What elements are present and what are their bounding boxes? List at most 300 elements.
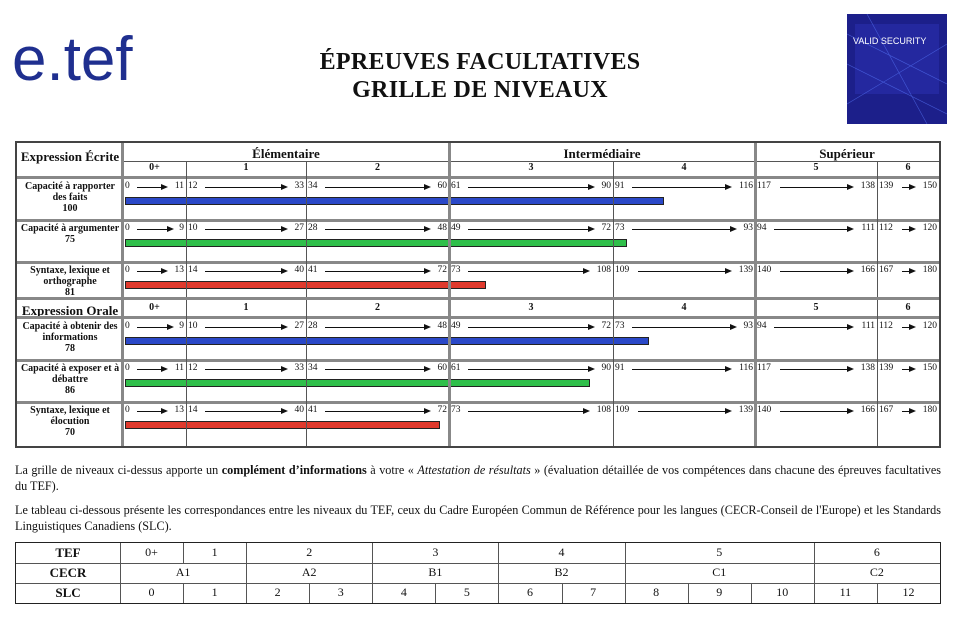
divider — [246, 583, 247, 603]
arrow-head — [281, 226, 288, 232]
arrow-head — [847, 184, 854, 190]
score-range — [755, 265, 877, 277]
range-end: 166 — [860, 405, 875, 415]
range-start: 34 — [308, 181, 318, 191]
slc-cell: 5 — [463, 585, 470, 599]
range-start: 139 — [879, 363, 894, 373]
seal-text: VALID SECURITY — [853, 36, 927, 46]
score-range — [306, 223, 449, 235]
range-arrow — [205, 369, 281, 370]
slc-cell: 12 — [902, 585, 915, 599]
arrow-head — [847, 324, 854, 330]
range-start: 139 — [879, 181, 894, 191]
criterion-name: Syntaxe, lexique et orthographe — [30, 265, 110, 287]
range-end: 11 — [174, 363, 184, 373]
range-arrow — [780, 411, 847, 412]
range-arrow — [205, 411, 281, 412]
range-start: 41 — [308, 265, 318, 275]
level-header: 6 — [905, 302, 911, 313]
score-range — [755, 363, 877, 375]
range-start: 10 — [188, 223, 198, 233]
level-header: 2 — [375, 162, 380, 173]
slc-cell: 8 — [653, 585, 660, 599]
range-start: 0 — [125, 363, 130, 373]
arrow-head — [424, 324, 431, 330]
range-start: 109 — [615, 265, 630, 275]
score-range — [755, 181, 877, 193]
score-bar — [125, 239, 627, 247]
score-range — [123, 223, 186, 235]
divider — [372, 583, 373, 603]
range-start: 140 — [757, 405, 772, 415]
range-arrow — [468, 187, 588, 188]
range-start: 34 — [308, 363, 318, 373]
range-arrow — [902, 411, 909, 412]
arrow-head — [281, 408, 288, 414]
level-header: 0+ — [149, 302, 160, 313]
range-end: 13 — [174, 265, 184, 275]
score-bar — [125, 197, 664, 205]
tef-cell: 5 — [716, 545, 723, 559]
group-header: Intermédiaire — [563, 146, 641, 161]
arrow-head — [725, 366, 732, 372]
divider — [17, 176, 939, 179]
divider — [877, 583, 878, 603]
range-end: 180 — [922, 405, 937, 415]
range-end: 90 — [601, 363, 611, 373]
range-arrow — [774, 229, 847, 230]
range-start: 49 — [451, 321, 461, 331]
score-range — [613, 181, 755, 193]
score-range — [449, 405, 613, 417]
range-end: 120 — [922, 321, 937, 331]
arrow-head — [583, 268, 590, 274]
divider — [17, 401, 939, 404]
tef-cell: 4 — [558, 545, 565, 559]
range-arrow — [468, 369, 588, 370]
range-end: 48 — [437, 321, 447, 331]
score-range — [306, 363, 449, 375]
level-header: 6 — [905, 162, 911, 173]
arrow-head — [909, 268, 916, 274]
score-range — [449, 363, 613, 375]
table-row-label: TEF — [55, 545, 81, 560]
divider — [16, 583, 940, 584]
arrow-head — [161, 366, 168, 372]
range-start: 28 — [308, 321, 318, 331]
arrow-head — [847, 408, 854, 414]
level-header: 5 — [813, 162, 819, 173]
arrow-head — [281, 366, 288, 372]
level-header: 4 — [681, 162, 687, 173]
range-arrow — [780, 187, 847, 188]
range-arrow — [780, 271, 847, 272]
slc-cell: 1 — [211, 585, 218, 599]
score-range — [123, 181, 186, 193]
score-range — [306, 265, 449, 277]
score-range — [186, 265, 306, 277]
section-title: Expression Écrite — [20, 149, 120, 164]
score-range — [186, 363, 306, 375]
arrow-head — [161, 408, 168, 414]
score-range — [877, 405, 939, 417]
range-arrow — [325, 411, 424, 412]
criterion-name: Capacité à obtenir des informations — [22, 321, 118, 343]
arrow-head — [583, 408, 590, 414]
range-end: 138 — [860, 363, 875, 373]
range-end: 138 — [860, 181, 875, 191]
title-line-1: ÉPREUVES FACULTATIVES — [319, 49, 641, 75]
range-end: 72 — [601, 223, 611, 233]
divider — [183, 583, 184, 603]
range-start: 73 — [451, 265, 461, 275]
range-end: 27 — [294, 321, 304, 331]
table-row-label: SLC — [55, 585, 81, 600]
divider — [877, 300, 878, 446]
arrow-head — [847, 366, 854, 372]
divider — [754, 143, 757, 446]
range-end: 180 — [922, 265, 937, 275]
range-end: 13 — [174, 405, 184, 415]
range-start: 91 — [615, 181, 625, 191]
range-end: 111 — [861, 321, 875, 331]
score-range — [306, 321, 449, 333]
range-start: 73 — [615, 223, 625, 233]
para-text: à votre « — [366, 463, 418, 477]
divider — [186, 300, 187, 446]
divider — [306, 162, 307, 297]
range-arrow — [468, 327, 588, 328]
cecr-cell: C2 — [869, 565, 884, 579]
range-start: 10 — [188, 321, 198, 331]
range-arrow — [137, 229, 167, 230]
divider — [751, 583, 752, 603]
range-arrow — [902, 369, 909, 370]
score-range — [123, 405, 186, 417]
arrow-head — [725, 408, 732, 414]
score-bar — [125, 337, 649, 345]
range-end: 150 — [922, 181, 937, 191]
score-range — [613, 363, 755, 375]
criterion-label — [19, 321, 121, 354]
arrow-head — [424, 184, 431, 190]
range-start: 94 — [757, 223, 767, 233]
score-range — [613, 265, 755, 277]
range-arrow — [325, 369, 424, 370]
range-start: 0 — [125, 405, 130, 415]
range-arrow — [205, 271, 281, 272]
etef-logo — [10, 22, 150, 92]
range-arrow — [468, 271, 583, 272]
range-arrow — [325, 327, 424, 328]
score-range — [877, 223, 939, 235]
divider — [448, 143, 451, 446]
score-bar — [125, 421, 440, 429]
criterion-score: 70 — [65, 427, 75, 438]
cecr-cell: B2 — [554, 565, 569, 579]
divider — [16, 563, 940, 564]
range-end: 27 — [294, 223, 304, 233]
score-range — [877, 321, 939, 333]
range-start: 61 — [451, 181, 461, 191]
level-header: 1 — [243, 162, 249, 173]
range-arrow — [902, 229, 909, 230]
arrow-head — [281, 324, 288, 330]
range-arrow — [325, 271, 424, 272]
table-row-label: CECR — [49, 565, 87, 580]
arrow-head — [909, 184, 916, 190]
divider — [435, 583, 436, 603]
range-end: 40 — [294, 405, 304, 415]
section-title: Expression Orale — [21, 303, 119, 318]
slc-cell: 10 — [776, 585, 789, 599]
criterion-name: Capacité à argumenter — [20, 223, 120, 234]
arrow-head — [909, 226, 916, 232]
range-arrow — [638, 411, 725, 412]
score-range — [877, 363, 939, 375]
range-arrow — [325, 187, 424, 188]
range-end: 9 — [179, 223, 184, 233]
range-arrow — [902, 187, 909, 188]
score-range — [306, 405, 449, 417]
range-start: 0 — [125, 321, 130, 331]
arrow-head — [847, 268, 854, 274]
range-start: 28 — [308, 223, 318, 233]
divider — [625, 583, 626, 603]
score-range — [123, 363, 186, 375]
cecr-cell: A1 — [175, 565, 191, 579]
score-range — [755, 223, 877, 235]
score-range — [877, 265, 939, 277]
range-start: 12 — [188, 363, 198, 373]
divider — [121, 143, 124, 446]
slc-cell: 11 — [839, 585, 852, 599]
level-header: 4 — [681, 302, 687, 313]
range-start: 117 — [757, 363, 771, 373]
range-end: 108 — [596, 265, 611, 275]
score-range — [306, 181, 449, 193]
para-bold: complément d’informations — [221, 463, 367, 477]
range-start: 112 — [879, 223, 893, 233]
level-header: 3 — [528, 162, 534, 173]
range-arrow — [137, 411, 162, 412]
range-arrow — [632, 327, 730, 328]
arrow-head — [424, 366, 431, 372]
range-start: 0 — [125, 181, 130, 191]
range-arrow — [137, 271, 162, 272]
correspondence-paragraph: Le tableau ci-dessous présente les correspondances entre les niveaux du TEF, ceux du Cadre Européen Commun de Référence pour les langues (CECR-Conseil de l'Europe) et les Standards Linguistiques Canadiens (SLC). — [15, 503, 941, 533]
arrow-head — [909, 324, 916, 330]
range-end: 9 — [179, 321, 184, 331]
score-range — [449, 223, 613, 235]
divider — [814, 583, 815, 603]
arrow-head — [281, 184, 288, 190]
slc-cell: 2 — [274, 585, 281, 599]
range-arrow — [205, 229, 281, 230]
arrow-head — [847, 226, 854, 232]
range-end: 60 — [437, 181, 447, 191]
criterion-label — [19, 181, 121, 214]
range-arrow — [632, 187, 725, 188]
range-arrow — [638, 271, 725, 272]
range-end: 150 — [922, 363, 937, 373]
range-end: 60 — [437, 363, 447, 373]
arrow-head — [725, 268, 732, 274]
range-start: 41 — [308, 405, 318, 415]
divider — [186, 162, 187, 297]
section-divider — [17, 297, 939, 300]
divider — [877, 162, 878, 297]
range-end: 166 — [860, 265, 875, 275]
correspondence-table — [15, 542, 941, 604]
range-arrow — [774, 327, 847, 328]
score-range — [449, 321, 613, 333]
range-arrow — [137, 369, 162, 370]
range-arrow — [632, 229, 730, 230]
range-end: 11 — [174, 181, 184, 191]
range-end: 72 — [437, 405, 447, 415]
divider — [17, 316, 939, 319]
range-end: 116 — [739, 363, 753, 373]
arrow-head — [281, 268, 288, 274]
divider — [17, 359, 939, 362]
score-range — [123, 265, 186, 277]
cecr-cell: B1 — [428, 565, 443, 579]
range-end: 33 — [294, 363, 304, 373]
range-arrow — [902, 271, 909, 272]
para-italic: Attestation de résultats — [417, 463, 531, 477]
range-arrow — [468, 411, 583, 412]
arrow-head — [167, 226, 174, 232]
score-range — [755, 405, 877, 417]
divider — [17, 261, 939, 264]
group-header: Élémentaire — [252, 146, 320, 161]
cecr-cell: C1 — [712, 565, 727, 579]
range-end: 72 — [601, 321, 611, 331]
tef-cell: 6 — [873, 545, 880, 559]
score-range — [186, 181, 306, 193]
range-start: 73 — [615, 321, 625, 331]
level-header: 1 — [243, 302, 249, 313]
range-end: 139 — [738, 265, 753, 275]
range-end: 33 — [294, 181, 304, 191]
arrow-head — [167, 324, 174, 330]
range-end: 48 — [437, 223, 447, 233]
title-line-2: GRILLE DE NIVEAUX — [352, 77, 608, 103]
tef-cell: 3 — [432, 545, 439, 559]
divider — [120, 543, 121, 603]
divider — [613, 300, 614, 446]
arrow-head — [161, 184, 168, 190]
level-header: 3 — [528, 302, 534, 313]
score-range — [613, 223, 755, 235]
arrow-head — [909, 408, 916, 414]
range-start: 0 — [125, 223, 130, 233]
range-end: 90 — [601, 181, 611, 191]
score-range — [186, 223, 306, 235]
arrow-head — [588, 366, 595, 372]
range-start: 117 — [757, 181, 771, 191]
divider — [688, 583, 689, 603]
criterion-score: 75 — [65, 234, 75, 245]
arrow-head — [588, 226, 595, 232]
slc-cell: 9 — [716, 585, 723, 599]
cecr-cell: A2 — [301, 565, 317, 579]
security-hologram — [847, 14, 947, 124]
range-start: 61 — [451, 363, 461, 373]
tef-cell: 0+ — [145, 545, 158, 559]
score-range — [186, 405, 306, 417]
slc-cell: 4 — [400, 585, 407, 599]
criterion-score: 81 — [65, 287, 75, 298]
criterion-score: 86 — [65, 385, 75, 396]
arrow-head — [588, 184, 595, 190]
criterion-label — [19, 223, 121, 245]
range-end: 111 — [861, 223, 875, 233]
criterion-label — [19, 405, 121, 438]
range-arrow — [137, 187, 162, 188]
range-start: 167 — [879, 265, 894, 275]
criterion-name: Capacité à rapporter des faits — [25, 181, 115, 203]
criterion-name: Syntaxe, lexique et élocution — [30, 405, 110, 427]
range-end: 72 — [437, 265, 447, 275]
range-end: 40 — [294, 265, 304, 275]
range-end: 116 — [739, 181, 753, 191]
score-range — [449, 265, 613, 277]
range-arrow — [780, 369, 847, 370]
range-start: 94 — [757, 321, 767, 331]
arrow-head — [588, 324, 595, 330]
arrow-head — [730, 324, 737, 330]
range-arrow — [205, 187, 281, 188]
divider — [17, 219, 939, 222]
level-header: 0+ — [149, 162, 160, 173]
arrow-head — [161, 268, 168, 274]
score-range — [613, 321, 755, 333]
arrow-head — [909, 366, 916, 372]
divider — [306, 300, 307, 446]
range-arrow — [632, 369, 725, 370]
range-start: 49 — [451, 223, 461, 233]
range-start: 91 — [615, 363, 625, 373]
page-title — [260, 48, 700, 104]
range-start: 14 — [188, 265, 198, 275]
arrow-head — [730, 226, 737, 232]
range-start: 140 — [757, 265, 772, 275]
criterion-label — [19, 265, 121, 298]
score-range — [755, 321, 877, 333]
para-text: La grille de niveaux ci-dessus apporte un — [15, 463, 222, 477]
range-start: 109 — [615, 405, 630, 415]
range-start: 0 — [125, 265, 130, 275]
range-arrow — [325, 229, 424, 230]
level-header: 2 — [375, 302, 380, 313]
arrow-head — [424, 268, 431, 274]
para-text: » (évaluation détaillée de vos compétences dans chacune des épreuves facultatives du TEF). — [15, 463, 942, 493]
range-start: 14 — [188, 405, 198, 415]
range-arrow — [137, 327, 167, 328]
score-range — [877, 181, 939, 193]
criterion-score: 78 — [65, 343, 75, 354]
score-range — [123, 321, 186, 333]
score-range — [449, 181, 613, 193]
range-arrow — [902, 327, 909, 328]
intro-paragraph — [15, 462, 941, 494]
divider — [309, 583, 310, 603]
range-end: 120 — [922, 223, 937, 233]
range-arrow — [205, 327, 281, 328]
arrow-head — [725, 184, 732, 190]
